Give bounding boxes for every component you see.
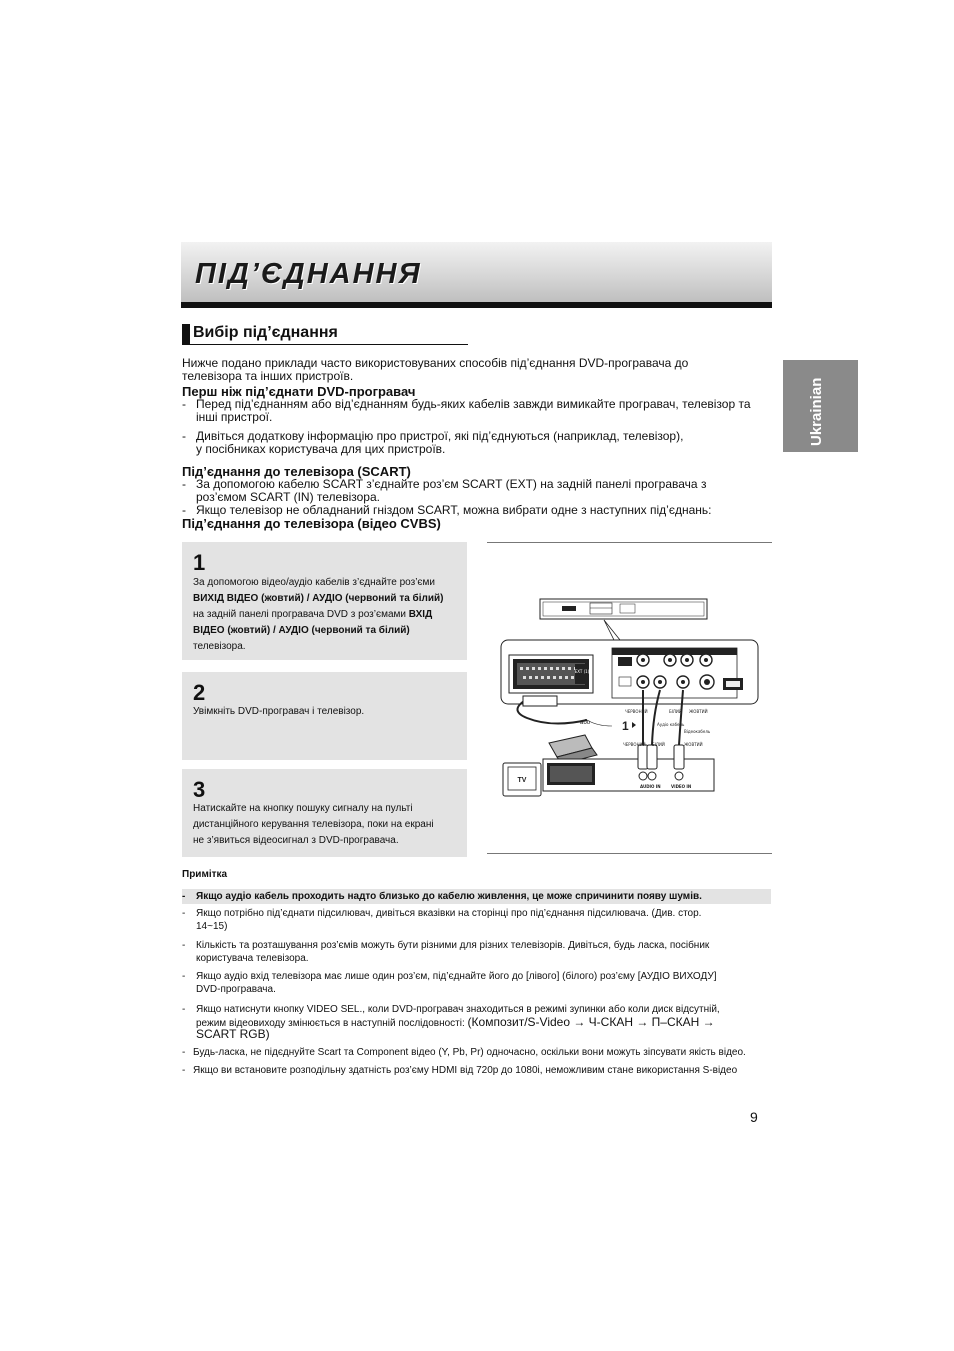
bullet-dash: - (182, 1047, 186, 1058)
step-1-number: 1 (193, 550, 206, 575)
step-1-line-3 (193, 607, 444, 623)
label-white-top: БІЛИЙ (669, 709, 682, 714)
note-6 (182, 1047, 771, 1059)
step-3-line-2: дистанційного керування телевізора, поки на екрані (193, 819, 434, 830)
step-1-line-1: За допомогою відео/аудіо кабелів з’єднайте роз’єми (193, 577, 435, 588)
note-5-line-2a: режим відеовиходу змінюється в наступній послідовності: (196, 1018, 468, 1029)
note-1 (182, 891, 771, 903)
label-yellow-bottom: ЖОВТИЙ (684, 742, 703, 747)
section-underline (182, 344, 468, 345)
label-red-top: ЧЕРВОНИЙ (625, 709, 648, 714)
step-3-line-1: Натискайте на кнопку пошуку сигналу на пульті (193, 803, 413, 814)
before-bullet-2-line-2: у посібниках користувача для цих пристроїв. (196, 442, 446, 456)
label-red-bottom: ЧЕРВОНИЙ (623, 742, 646, 747)
label-audio-in: AUDIO IN (640, 784, 661, 789)
before-bullet-1-line-2: інші пристрої. (196, 410, 273, 424)
tv-icon (503, 763, 541, 796)
step-badge: 1 (622, 719, 629, 733)
page-number: 9 (750, 1109, 758, 1125)
note-6-text: Будь-ласка, не підєднуйте Scart та Component відео (Y, Pb, Pr) одночасно, оскільки вони можуть зіпсувати якість відео. (193, 1047, 746, 1058)
bullet-dash: - (182, 477, 186, 491)
bullet-dash: - (182, 1004, 186, 1015)
note-4 (182, 971, 771, 995)
note-3 (182, 940, 771, 964)
notes-heading: Примітка (182, 869, 228, 880)
bullet-dash: - (182, 908, 186, 919)
bullet-dash: - (182, 971, 186, 982)
scart-bullet-1 (182, 478, 772, 504)
note-1-text: Якщо аудіо кабель проходить надто близько до кабелю живлення, це може спричинити появу шумів. (196, 891, 702, 902)
bullet-dash: - (182, 397, 186, 411)
scart-bullet-1-line-1: За допомогою кабелю SCART з’єднайте роз’єм SCART (EXT) на задній панелі програвача з (196, 477, 707, 491)
note-7-text: Якщо ви встановите розподільну здатність роз’єму HDMI від 720p до 1080i, неможливим стане використання S-відео (193, 1065, 738, 1076)
rear-panel (501, 640, 758, 704)
step-1-text (193, 575, 444, 655)
tv-label: TV (517, 777, 527, 784)
label-white-bottom: БІЛИЙ (652, 742, 665, 747)
note-2 (182, 908, 771, 932)
before-bullet-1 (182, 398, 772, 424)
note-4-line-2: DVD-програвача. (196, 984, 276, 995)
note-2-line-1: Якщо потрібно під’єднати підсилювач, дивіться вказівки на сторінці про під’єднання підсилювача. (Див. стор. (196, 908, 702, 919)
step-3-line-3: не з’явиться відеосигнал з DVD-програвача. (193, 835, 399, 846)
cvbs-heading: Під’єднання до телевізора (відео CVBS) (182, 516, 441, 531)
label-video-in: VIDEO IN (671, 784, 692, 789)
bullet-dash: - (182, 503, 186, 517)
title-rule (181, 302, 772, 308)
note-7 (182, 1065, 771, 1077)
label-yellow-top: ЖОВТИЙ (689, 709, 708, 714)
note-5-sequence: (Композит/S-Video → Ч-СКАН → П–СКАН → (467, 1015, 715, 1029)
step-1-line-3b: ВХІД (408, 609, 433, 620)
step-2-text: Увімкніть DVD-програвач і телевізор. (193, 706, 365, 717)
label-audio-cable: Аудіо кабель (657, 722, 685, 727)
section-marker (182, 324, 190, 344)
page-title: ПІД’ЄДНАННЯ (195, 258, 422, 290)
before-bullet-2 (182, 430, 772, 456)
step-1-line-2: ВИХІД ВІДЕО (жовтий) / АУДІО (червоний та білий) (193, 593, 444, 604)
step-3-box (182, 769, 467, 857)
step-2-box (182, 672, 467, 760)
note-3-line-1: Кількість та розташування роз’ємів можуть бути різними для різних телевізорів. Дивіться, будь ласка, посібник (196, 940, 710, 951)
language-tab-label: Ukrainian (808, 377, 825, 446)
ext-label: EXT (1) (574, 669, 590, 674)
note-4-line-1: Якщо аудіо вхід телевізора має лише один роз’єм, під’єднайте його до [лівого] (білого) роз’єму [АУДІО ВИХОДУ] (196, 971, 717, 982)
step-1-box (182, 542, 467, 660)
step-1-line-3a: на задній панелі програвача DVD з роз’ємами (193, 609, 409, 620)
dvd-player-icon (540, 599, 707, 619)
connection-diagram (487, 560, 772, 850)
or-label: або (580, 720, 591, 726)
note-5-line-3: SCART RGB) (196, 1027, 270, 1041)
intro-line-2: телевізора та інших пристроїв. (182, 369, 354, 383)
scart-bullet-1-line-2: роз’ємом SCART (IN) телевізора. (196, 490, 380, 504)
before-heading: Перш ніж під’єднати DVD-програвач (182, 384, 416, 399)
note-5-line-1: Якщо натиснути кнопку VIDEO SEL., коли DVD-програвач знаходиться в режимі зупинки або коли диск відсутній, (196, 1004, 720, 1015)
label-video-cable: Відеокабель (684, 729, 711, 734)
bullet-dash: - (182, 940, 186, 951)
step-1-line-4: ВІДЕО (жовтий) / АУДІО (червоний та білий) (193, 625, 410, 636)
diagram-top-rule (487, 542, 772, 543)
bullet-dash: - (182, 1065, 186, 1076)
bullet-dash: - (182, 429, 186, 443)
diagram-bottom-rule (487, 853, 772, 854)
scart-heading: Під’єднання до телевізора (SCART) (182, 464, 411, 479)
note-2-line-2: 14~15) (196, 921, 228, 932)
note-5-line-2 (196, 1016, 715, 1030)
note-3-line-2: користувача телевізора. (196, 953, 309, 964)
before-bullet-1-line-1: Перед під’єднанням або від’єднанням будь-яких кабелів завжди вимикайте програвач, телевізор та (196, 397, 751, 411)
note-5 (182, 1004, 771, 1040)
scart-bullet-2-line-1: Якщо телевізор не обладнаний гніздом SCART, можна вибрати одне з наступних під’єднань: (196, 503, 712, 517)
before-bullet-2-line-1: Дивіться додаткову інформацію про пристрої, які під’єднуються (наприклад, телевізор), (196, 429, 684, 443)
intro-line-1: Нижче подано приклади часто використовуваних способів під’єднання DVD-програвача до (182, 356, 689, 370)
section-title: Вибір під’єднання (193, 324, 338, 341)
bullet-dash: - (182, 891, 186, 902)
step-1-line-5: телевізора. (193, 641, 246, 652)
step-3-number: 3 (193, 777, 206, 802)
step-3-text (193, 801, 434, 849)
step-2-number: 2 (193, 680, 206, 705)
